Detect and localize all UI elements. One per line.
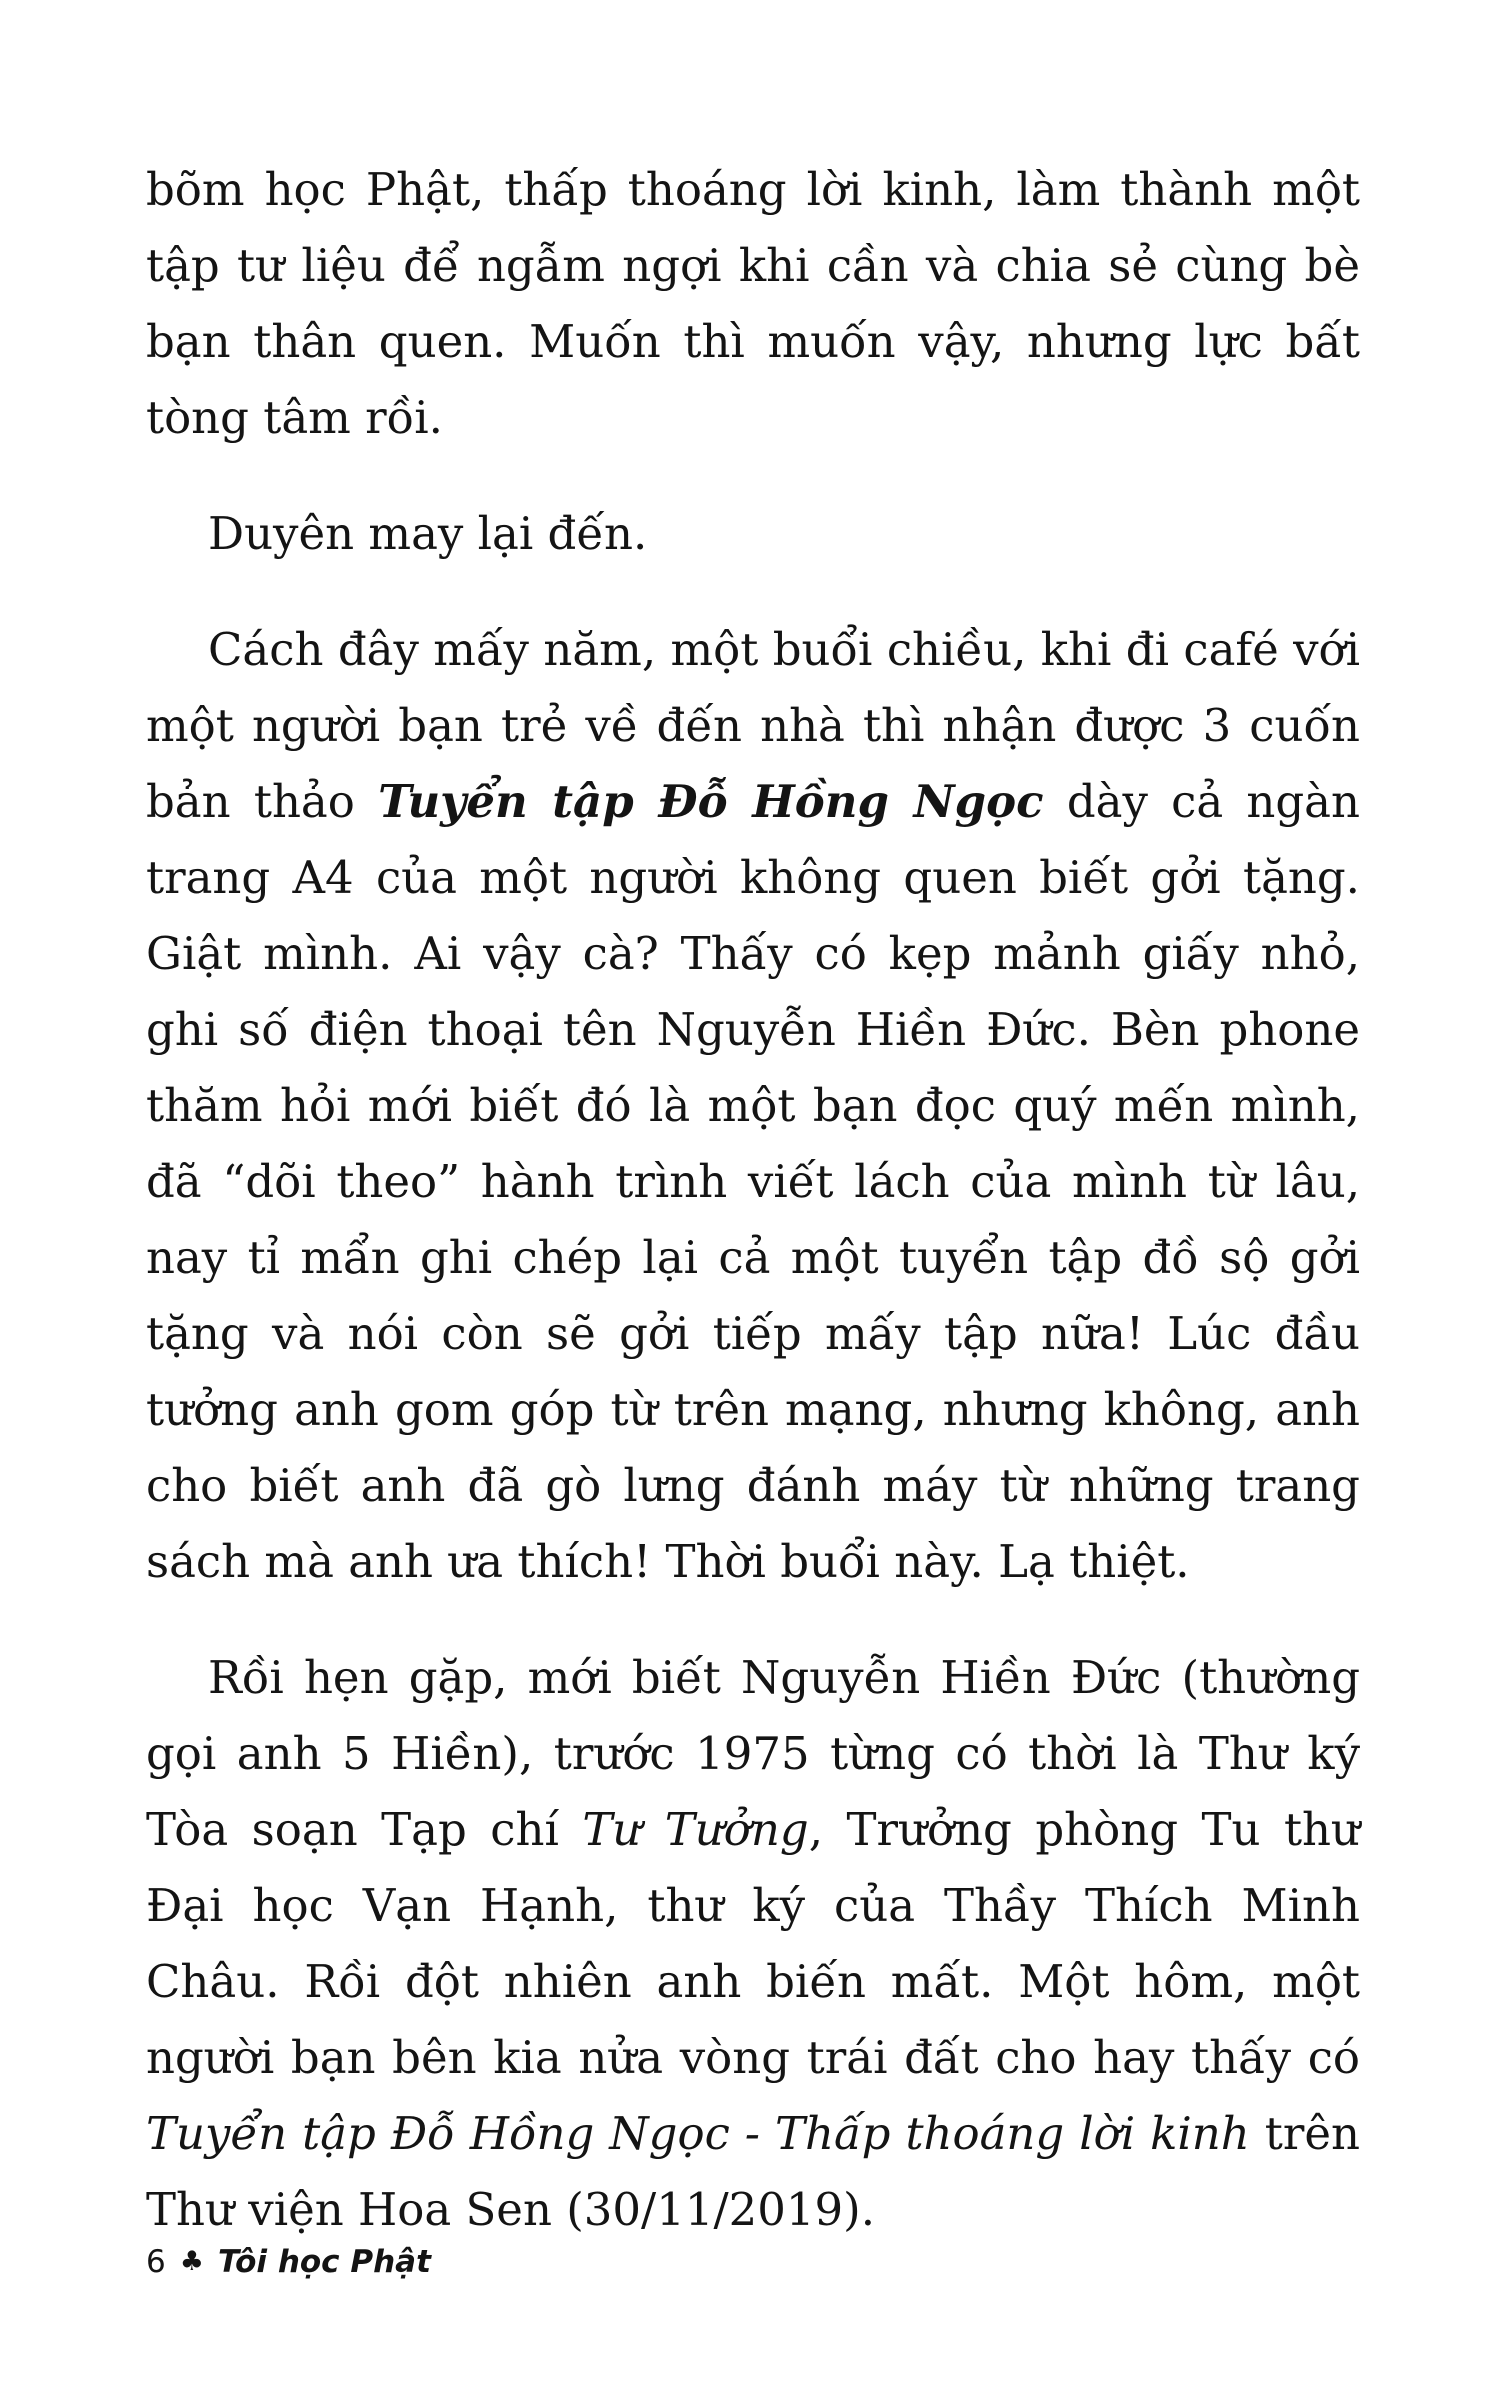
paragraph	[146, 612, 1360, 1600]
paragraph	[146, 1640, 1360, 2248]
text-segment: Tuyển tập Đỗ Hồng Ngọc - Thấp thoáng lời kinh	[146, 2107, 1250, 2160]
text-segment: Duyên may lại đến.	[208, 507, 648, 560]
page-number: 6	[146, 2244, 166, 2280]
page-text	[146, 152, 1360, 2248]
club-icon: ♣	[179, 2245, 204, 2277]
text-segment: dày cả ngàn trang A4 của một người không quen biết gởi tặng. Giật mình. Ai vậy cà? Thấy có kẹp mảnh giấy nhỏ, ghi số điện thoại tên Nguyễn Hiền Đức. Bèn phone thăm hỏi mới biết đó là một bạn đọc quý mến mình, đã “dõi theo” hành trình viết lách của mình từ lâu, nay tỉ mẩn ghi chép lại cả một tuyển tập đồ sộ gởi tặng và nói còn sẽ gởi tiếp mấy tập nữa! Lúc đầu tưởng anh gom góp từ trên mạng, nhưng không, anh cho biết anh đã gò lưng đánh máy từ những trang sách mà anh ưa thích! Thời buổi này. Lạ thiệt.	[146, 775, 1360, 1588]
text-segment: bõm học Phật, thấp thoáng lời kinh, làm thành một tập tư liệu để ngẫm ngợi khi cần và chia sẻ cùng bè bạn thân quen. Muốn thì muốn vậy, nhưng lực bất tòng tâm rồi.	[146, 163, 1360, 444]
text-segment: trên Thư viện Hoa Sen (30/11/2019).	[146, 2107, 1360, 2236]
paragraph	[146, 152, 1360, 456]
book-title: Tôi học Phật	[217, 2244, 431, 2280]
text-segment: Tuyển tập Đỗ Hồng Ngọc	[378, 775, 1044, 828]
text-segment: Tư Tưởng	[582, 1803, 809, 1856]
text-segment: Rồi hẹn gặp, mới biết Nguyễn Hiền Đức (thường gọi anh 5 Hiền), trước 1975 từng có thời là Thư ký Tòa soạn Tạp chí	[146, 1651, 1360, 1856]
text-segment: Cách đây mấy năm, một buổi chiều, khi đi café với một người bạn trẻ về đến nhà thì nhận được 3 cuốn bản thảo	[146, 623, 1360, 828]
paragraph	[146, 496, 1360, 572]
text-segment: , Trưởng phòng Tu thư Đại học Vạn Hạnh, thư ký của Thầy Thích Minh Châu. Rồi đột nhiên anh biến mất. Một hôm, một người bạn bên kia nửa vòng trái đất cho hay thấy có	[146, 1803, 1360, 2084]
page-footer	[146, 2244, 431, 2280]
